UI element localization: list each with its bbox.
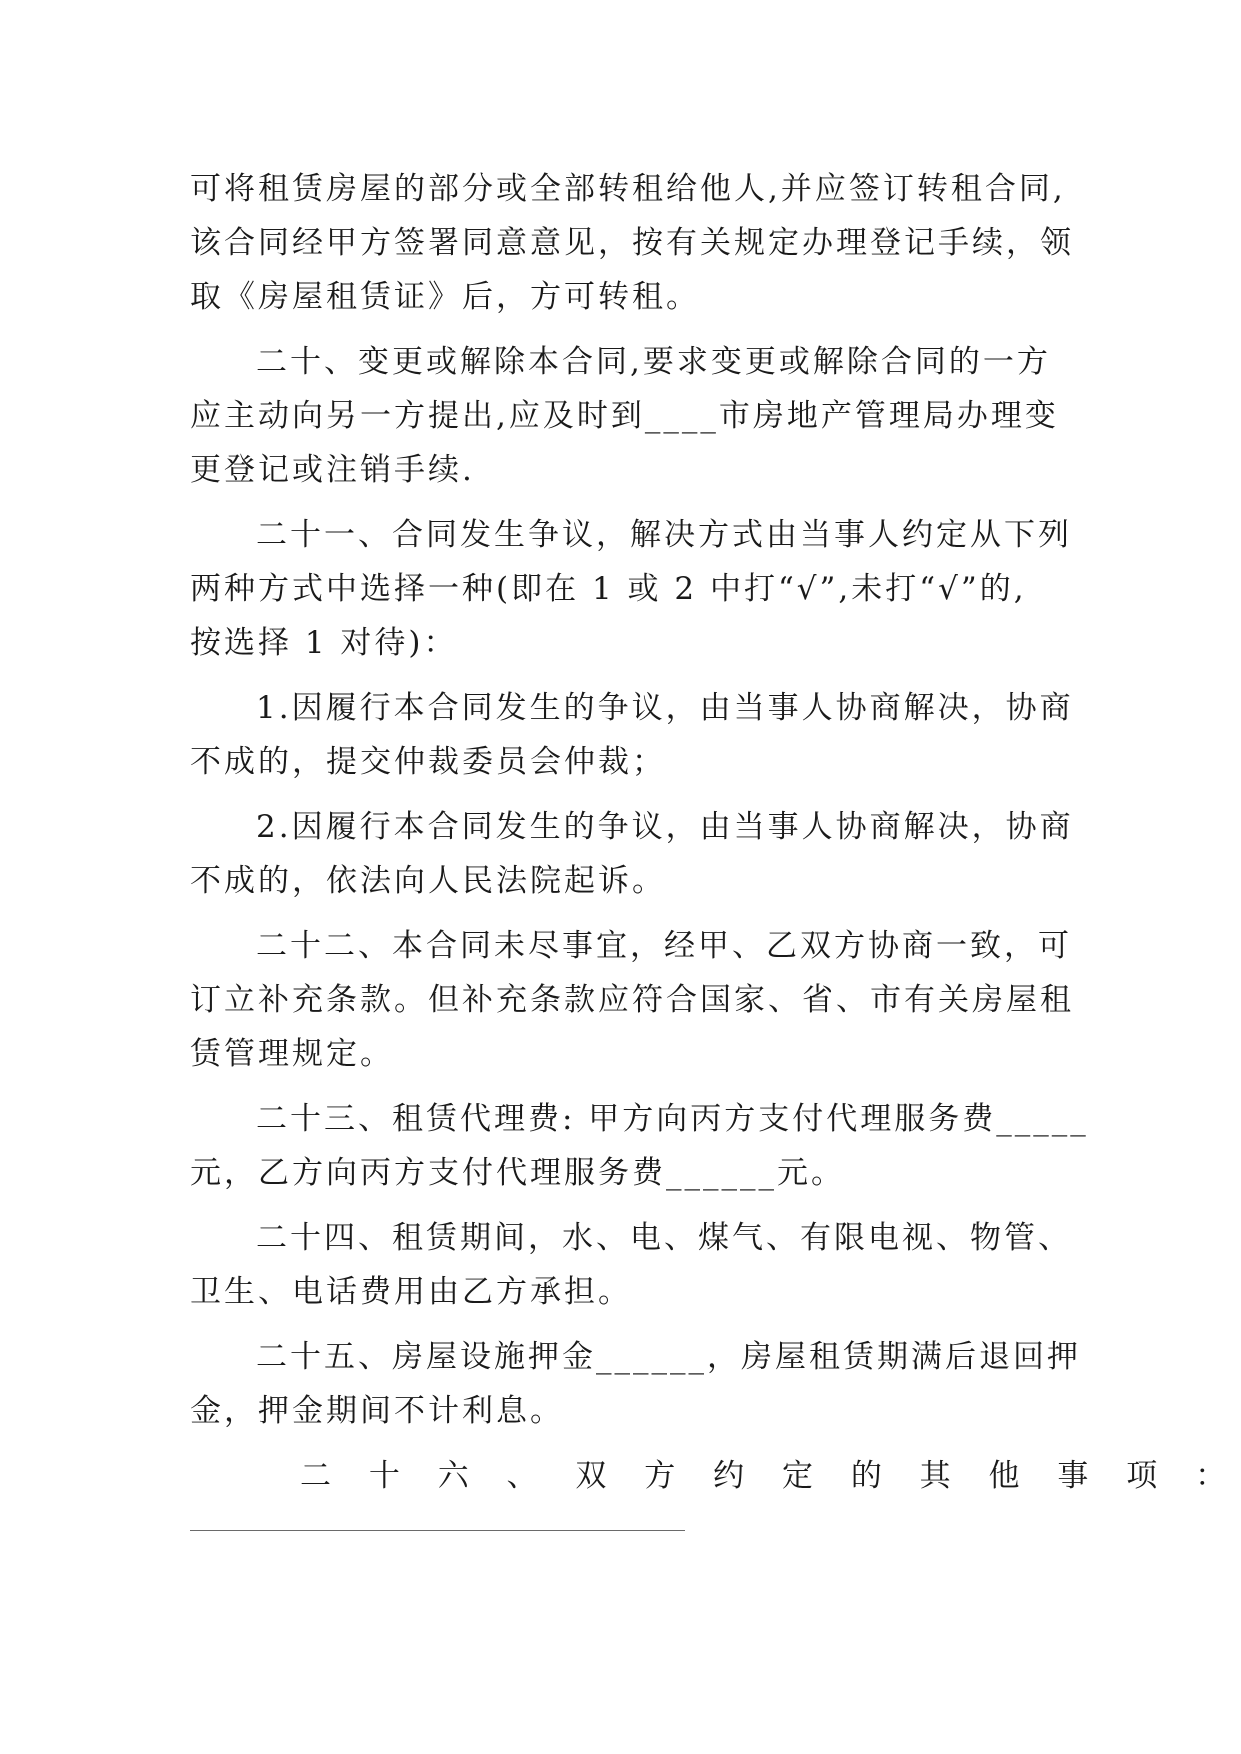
- clause-20-heading-line: 二十、变更或解除本合同,要求变更或解除合同的一方: [256, 344, 1051, 380]
- clause-26-heading-line: 二 十 六 、 双 方 约 定 的 其 他 事 项 ：: [300, 1458, 1241, 1494]
- text-line: 两种方式中选择一种(即在 1 或 2 中打“√”,未打“√”的,: [190, 571, 1027, 607]
- clause-22-heading-line: 二十二、本合同未尽事宜，经甲、乙双方协商一致，可: [256, 928, 1072, 964]
- text-line: 金，押金期间不计利息。: [190, 1393, 564, 1429]
- option-1-line: 1.因履行本合同发生的争议，由当事人协商解决，协商: [256, 690, 1074, 726]
- text-line: 可将租赁房屋的部分或全部转租给他人,并应签订转租合同,: [190, 171, 1066, 207]
- text-line: 赁管理规定。: [190, 1036, 394, 1072]
- text-line: 不成的，提交仲裁委员会仲裁；: [190, 744, 666, 780]
- text-line: 不成的，依法向人民法院起诉。: [190, 863, 666, 899]
- text-line: 订立补充条款。但补充条款应符合国家、省、市有关房屋租: [190, 982, 1074, 1018]
- clause-24-heading-line: 二十四、租赁期间，水、电、煤气、有限电视、物管、: [256, 1220, 1072, 1256]
- clause-25-heading-line: 二十五、房屋设施押金______，房屋租赁期满后退回押: [256, 1339, 1081, 1375]
- clause-21-heading-line: 二十一、合同发生争议，解决方式由当事人约定从下列: [256, 517, 1072, 553]
- text-line: 更登记或注销手续.: [190, 452, 475, 488]
- option-2-line: 2.因履行本合同发生的争议，由当事人协商解决，协商: [256, 809, 1074, 845]
- clause-23-heading-line: 二十三、租赁代理费: 甲方向丙方支付代理服务费_____: [256, 1101, 1089, 1137]
- text-line: 按选择 1 对待)：: [190, 625, 458, 661]
- text-line: 取《房屋租赁证》后，方可转租。: [190, 279, 700, 315]
- text-line: 该合同经甲方签署同意意见，按有关规定办理登记手续，领: [190, 225, 1074, 261]
- blank-fill-line: [190, 1530, 685, 1531]
- text-line: 元，乙方向丙方支付代理服务费______元。: [190, 1155, 845, 1191]
- text-line: 卫生、电话费用由乙方承担。: [190, 1274, 632, 1310]
- text-line: 应主动向另一方提出,应及时到____市房地产管理局办理变: [190, 398, 1059, 434]
